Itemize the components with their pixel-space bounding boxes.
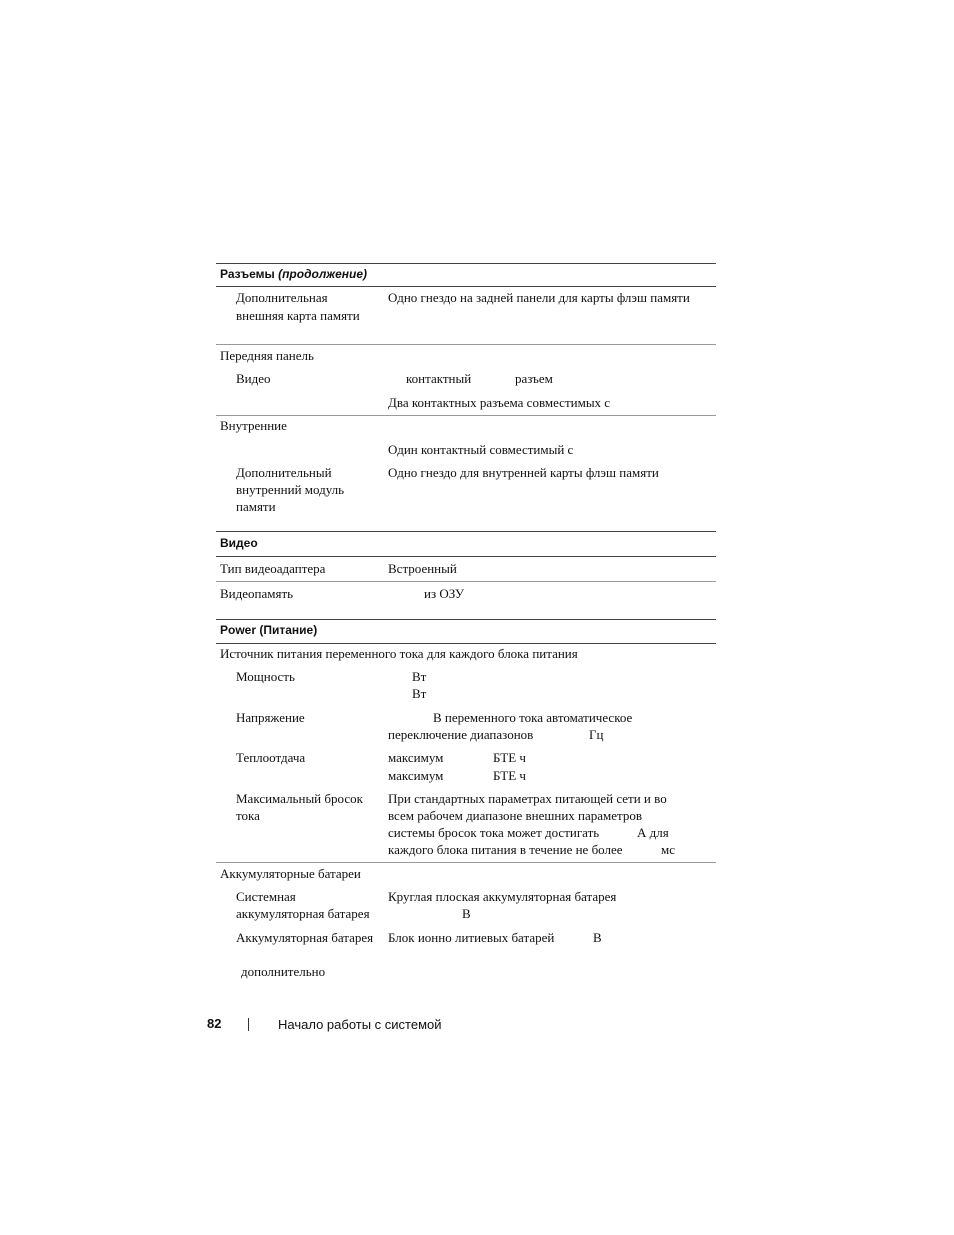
inrush-label-line2: тока	[236, 808, 260, 823]
ext-flash-value: Одно гнездо на задней панели для карты флэш памяти	[388, 290, 690, 305]
inrush-value-3b: А для	[637, 825, 669, 840]
sys-battery-value-1: Круглая плоская аккумуляторная батарея	[388, 889, 617, 904]
row-rule	[216, 862, 716, 863]
inrush-value-4a: каждого блока питания в течение не более	[388, 842, 623, 857]
heat-value-1a: максимум	[388, 750, 444, 765]
int-flash-label-line3: памяти	[236, 499, 276, 514]
battery-value-a: Блок ионно литиевых батарей	[388, 930, 555, 945]
front-panel-label: Передняя панель	[220, 348, 314, 363]
page-number: 82	[207, 1016, 222, 1031]
int-flash-label-line1: Дополнительный	[236, 465, 332, 480]
video-type-label: Тип видеоадаптера	[220, 561, 326, 576]
voltage-label: Напряжение	[236, 710, 305, 725]
section-header-video: Видео	[220, 536, 258, 550]
batteries-label: Аккумуляторные батареи	[220, 866, 361, 881]
int-flash-label-line2: внутренний модуль	[236, 482, 345, 497]
voltage-value-2a: переключение диапазонов	[388, 727, 534, 742]
section-top-rule	[216, 619, 716, 620]
row-rule	[216, 415, 716, 416]
internal-value: Один контактный совместимый с	[388, 442, 574, 457]
battery-value-b: В	[593, 930, 602, 945]
inrush-value-3a: системы бросок тока может достигать	[388, 825, 600, 840]
footer-title: Начало работы с системой	[278, 1017, 442, 1032]
video-memory-label: Видеопамять	[220, 586, 294, 601]
int-flash-value: Одно гнездо для внутренней карты флэш памяти	[388, 465, 659, 480]
row-rule	[216, 344, 716, 345]
inrush-value-2: всем рабочем диапазоне внешних параметров	[388, 808, 643, 823]
voltage-value-1: В переменного тока автоматическое	[433, 710, 633, 725]
connectors-header-cont: (продолжение)	[278, 267, 368, 281]
wattage-value-2: Вт	[412, 686, 427, 701]
video-connector-label: Видео	[236, 371, 271, 386]
section-header-rule	[216, 286, 716, 287]
sys-battery-label-line2: аккумуляторная батарея	[236, 906, 370, 921]
internal-label: Внутренние	[220, 418, 287, 433]
inrush-label-line1: Максимальный бросок	[236, 791, 363, 806]
wattage-label: Мощность	[236, 669, 295, 684]
video-type-value: Встроенный	[388, 561, 457, 576]
video-connector-value-a: контактный	[406, 371, 472, 386]
section-header-rule	[216, 556, 716, 557]
row-rule	[216, 581, 716, 582]
section-header-power: Power (Питание)	[220, 623, 318, 637]
section-top-rule	[216, 531, 716, 532]
heat-label: Теплоотдача	[236, 750, 306, 765]
section-top-rule	[216, 263, 716, 264]
front-usb-value: Два контактных разъема совместимых с	[388, 395, 611, 410]
wattage-value-1: Вт	[412, 669, 427, 684]
inrush-value-1: При стандартных параметрах питающей сети и во	[388, 791, 667, 806]
video-connector-value-b: разъем	[515, 371, 553, 386]
voltage-value-2b: Гц	[589, 727, 604, 742]
heat-value-2b: БТЕ ч	[493, 768, 526, 783]
battery-optional: дополнительно	[241, 964, 326, 979]
section-header-rule	[216, 643, 716, 644]
section-header-connectors	[220, 266, 367, 282]
sys-battery-label-line1: Системная	[236, 889, 296, 904]
heat-value-2a: максимум	[388, 768, 444, 783]
connectors-header-main: Разъемы	[220, 267, 275, 281]
sys-battery-value-2: В	[462, 906, 471, 921]
ac-source-label: Источник питания переменного тока для каждого блока питания	[220, 646, 578, 661]
battery-label: Аккумуляторная батарея	[236, 930, 374, 945]
ext-flash-label-line2: внешняя карта памяти	[236, 308, 360, 323]
ext-flash-label-line1: Дополнительная	[236, 290, 328, 305]
footer-separator	[248, 1018, 249, 1031]
heat-value-1b: БТЕ ч	[493, 750, 526, 765]
inrush-value-4b: мс	[661, 842, 675, 857]
video-memory-value: из ОЗУ	[424, 586, 465, 601]
